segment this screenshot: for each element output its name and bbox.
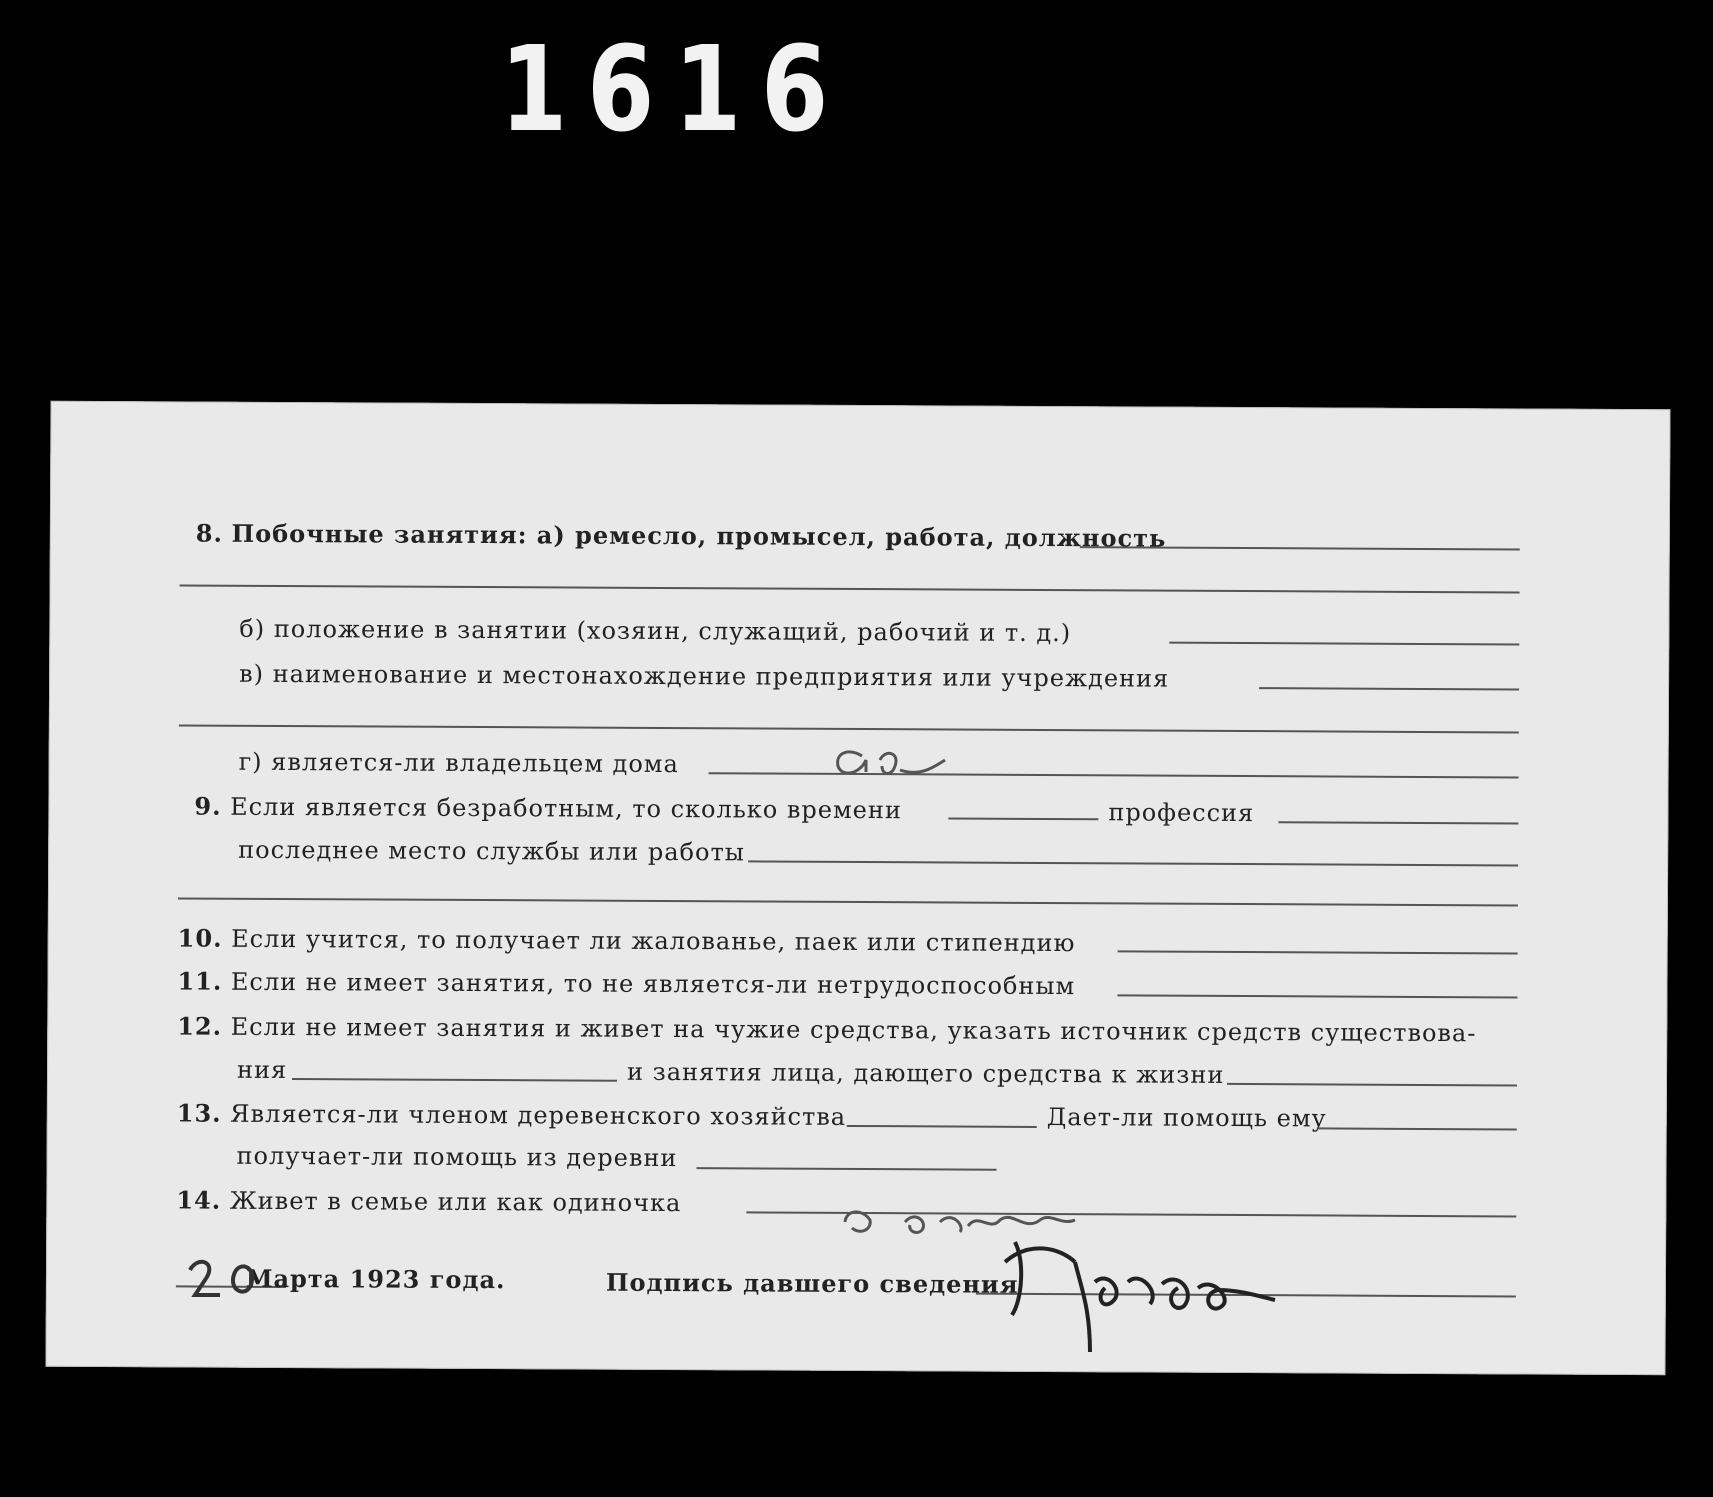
question-number: 9. xyxy=(194,791,222,821)
question-label: профессия xyxy=(1108,798,1255,828)
question-12-cont xyxy=(237,1056,287,1084)
question-8b xyxy=(239,615,1071,647)
question-10 xyxy=(178,923,1076,957)
question-8v xyxy=(239,660,1169,693)
question-label: ния xyxy=(236,1055,288,1085)
frame-number: 1616 xyxy=(500,20,849,158)
question-label: Если является безработным, то сколько времени xyxy=(230,792,902,825)
question-8g xyxy=(239,748,679,778)
question-label: б) положение в занятии (хозяин, служащий, рабочий и т. д.) xyxy=(239,614,1072,648)
question-label: в) наименование и местонахождение предприятия или учреждения xyxy=(239,659,1170,693)
date-text: Марта 1923 года. xyxy=(245,1263,506,1295)
question-13-village xyxy=(237,1142,678,1172)
question-number: 8. xyxy=(195,518,223,548)
question-label: Является-ли членом деревенского хозяйства xyxy=(230,1099,847,1131)
question-label: Если не имеет занятия, то не является-ли нетрудоспособным xyxy=(230,967,1076,1001)
question-12-provider xyxy=(627,1058,1224,1089)
census-card xyxy=(45,401,1670,1375)
question-label: Дает-ли помощь ему xyxy=(1046,1102,1327,1133)
question-label: получает-ли помощь из деревни xyxy=(236,1141,678,1173)
question-label: и занятия лица, дающего средства к жизни xyxy=(626,1057,1225,1089)
question-8 xyxy=(196,519,1167,553)
question-number: 10. xyxy=(177,923,223,953)
question-9 xyxy=(194,792,902,825)
question-label: Если учится, то получает ли жалованье, паек или стипендию xyxy=(231,924,1076,958)
question-label: Если не имеет занятия и живет на чужие средства, указать источник средств существова- xyxy=(230,1012,1477,1048)
signature-line xyxy=(606,1268,1019,1299)
question-12 xyxy=(177,1011,1476,1047)
question-label: последнее место службы или работы xyxy=(238,835,745,867)
question-9-last-job xyxy=(238,836,745,867)
question-14 xyxy=(176,1185,681,1217)
question-label: г) является-ли владельцем дома xyxy=(238,747,679,779)
question-13-help xyxy=(1047,1103,1327,1132)
question-number: 13. xyxy=(176,1098,222,1128)
question-9-profession xyxy=(1108,798,1254,827)
question-13 xyxy=(177,1098,846,1131)
question-label: Живет в семье или как одиночка xyxy=(229,1186,682,1218)
date-line xyxy=(246,1264,506,1294)
signature-label: Подпись давшего сведения xyxy=(605,1267,1019,1299)
question-number: 14. xyxy=(176,1185,222,1215)
question-number: 11. xyxy=(177,966,223,996)
question-number: 12. xyxy=(177,1011,223,1041)
question-11 xyxy=(177,966,1075,1000)
question-label: Побочные занятия: а) ремесло, промысел, работа, должность xyxy=(231,518,1167,553)
